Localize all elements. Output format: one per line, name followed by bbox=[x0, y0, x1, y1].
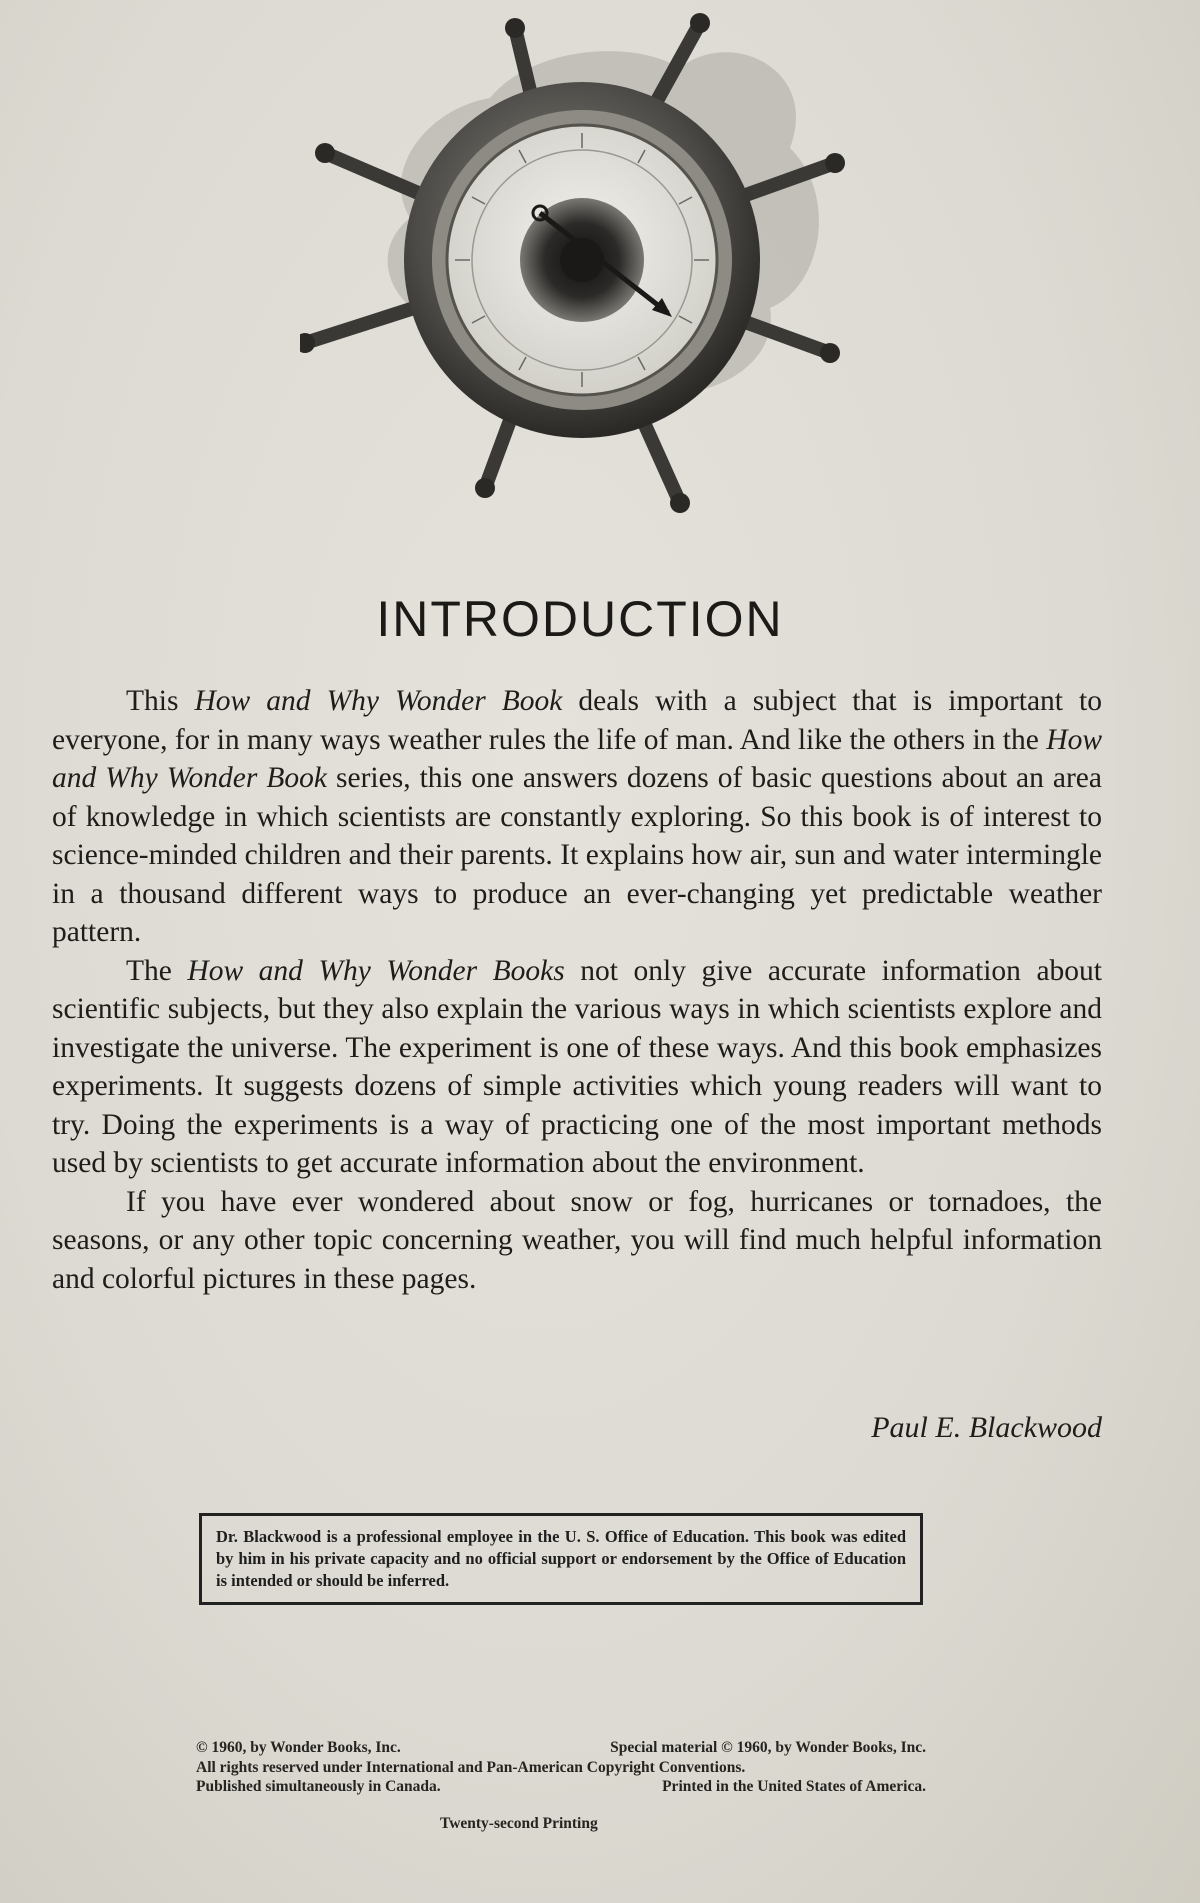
copyright-line: Published simultaneously in Canada. bbox=[196, 1778, 441, 1795]
ship-wheel-barometer-icon bbox=[300, 8, 860, 528]
book-title-italic: How and Why Wonder Book bbox=[52, 723, 1102, 794]
copyright-line: All rights reserved under International and Pan-American Copyright Conventions. bbox=[196, 1758, 746, 1776]
author-notice-box: Dr. Blackwood is a professional employee in the U. S. Office of Education. This book was edited by him in his private capacity and no official support or endorsement by the Office of Education is intended or should be inferred. bbox=[199, 1513, 923, 1605]
printing-note: Twenty-second Printing bbox=[440, 1815, 598, 1832]
author-signature: Paul E. Blackwood bbox=[871, 1411, 1102, 1444]
introduction-body bbox=[52, 682, 1102, 1298]
paragraph: The How and Why Wonder Books not only give accurate information about scientific subjects, but they also explain the various ways in which scientists explore and investigate the universe. The experiment is one of these ways. And this book emphasizes experiments. It suggests dozens of simple activities which young readers will want to try. Doing the experiments is a way of practicing one of the most important methods used by scientists to get accurate information about the environment. bbox=[52, 954, 1102, 1179]
paragraph: If you have ever wondered about snow or fog, hurricanes or tornadoes, the seasons, or any other topic concerning weather, you will find much helpful information and colorful pictures in these pages. bbox=[52, 1185, 1102, 1295]
copyright-line: © 1960, by Wonder Books, Inc. bbox=[196, 1739, 401, 1756]
paragraph: This How and Why Wonder Book deals with a subject that is important to everyone, for in many ways weather rules the life of man. And like the others in the How and Why Wonder Book series, this one answers dozens of basic questions about an area of knowledge in which scientists are constantly exploring. So this book is of interest to science-minded children and their parents. It explains how air, sun and water intermingle in a thousand different ways to produce an ever-changing yet predictable weather pattern. bbox=[52, 685, 1102, 948]
book-title-italic: How and Why Wonder Books bbox=[187, 954, 565, 987]
page-title: INTRODUCTION bbox=[376, 591, 784, 647]
copyright-block bbox=[196, 1738, 926, 1797]
copyright-line: Special material © 1960, by Wonder Books, Inc. bbox=[610, 1739, 926, 1756]
book-title-italic: How and Why Wonder Book bbox=[194, 685, 563, 717]
copyright-line: Printed in the United States of America. bbox=[662, 1778, 926, 1795]
